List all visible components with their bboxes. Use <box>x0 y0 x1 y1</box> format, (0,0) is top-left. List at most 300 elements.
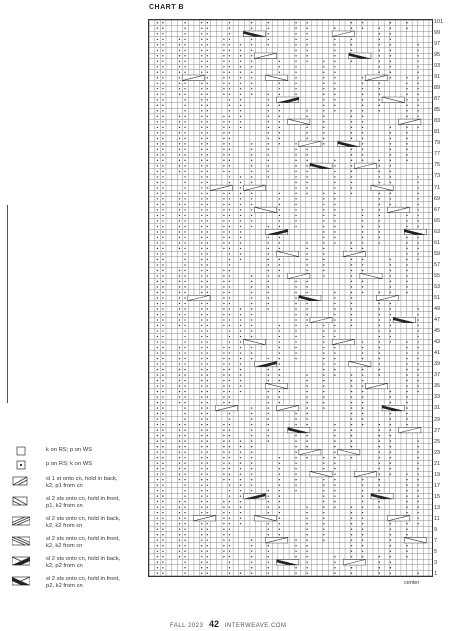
purl-dot <box>379 99 380 100</box>
purl-dot <box>162 259 163 260</box>
purl-dot <box>157 518 158 519</box>
purl-dot <box>207 523 208 524</box>
purl-dot <box>406 105 407 106</box>
purl-dot <box>379 451 380 452</box>
purl-dot <box>334 160 335 161</box>
purl-dot <box>157 215 158 216</box>
purl-dot <box>240 231 241 232</box>
purl-dot <box>406 275 407 276</box>
purl-dot <box>379 429 380 430</box>
purl-dot <box>362 138 363 139</box>
purl-dot <box>157 171 158 172</box>
purl-dot <box>229 50 230 51</box>
purl-dot <box>406 127 407 128</box>
purl-dot <box>162 138 163 139</box>
purl-dot <box>207 429 208 430</box>
purl-dot <box>351 127 352 128</box>
purl-dot <box>323 501 324 502</box>
purl-dot <box>207 402 208 403</box>
purl-dot <box>229 501 230 502</box>
purl-dot <box>223 292 224 293</box>
purl-dot <box>323 270 324 271</box>
purl-dot <box>184 215 185 216</box>
purl-dot <box>201 99 202 100</box>
purl-dot <box>157 253 158 254</box>
purl-dot <box>351 424 352 425</box>
purl-dot <box>157 83 158 84</box>
purl-dot <box>162 308 163 309</box>
purl-dot <box>207 385 208 386</box>
purl-dot <box>223 121 224 122</box>
purl-dot <box>251 490 252 491</box>
purl-dot <box>179 297 180 298</box>
purl-dot <box>157 396 158 397</box>
purl-dot <box>157 116 158 117</box>
purl-dot <box>229 429 230 430</box>
purl-dot <box>240 336 241 337</box>
row-number-label: 15 <box>434 493 441 500</box>
purl-dot <box>268 110 269 111</box>
purl-dot <box>240 121 241 122</box>
purl-dot <box>223 479 224 480</box>
purl-dot <box>351 182 352 183</box>
purl-dot <box>229 110 230 111</box>
purl-dot <box>406 396 407 397</box>
purl-dot <box>390 413 391 414</box>
purl-dot <box>179 402 180 403</box>
purl-dot <box>295 303 296 304</box>
purl-dot <box>201 231 202 232</box>
purl-dot <box>295 341 296 342</box>
purl-dot <box>279 402 280 403</box>
purl-dot <box>323 512 324 513</box>
purl-dot <box>184 424 185 425</box>
purl-dot <box>179 160 180 161</box>
purl-dot <box>162 286 163 287</box>
purl-dot <box>240 341 241 342</box>
purl-dot <box>201 551 202 552</box>
purl-dot <box>351 380 352 381</box>
purl-dot <box>184 88 185 89</box>
purl-dot <box>162 154 163 155</box>
purl-dot <box>251 55 252 56</box>
purl-dot <box>390 292 391 293</box>
purl-dot <box>362 534 363 535</box>
purl-dot <box>162 573 163 574</box>
purl-dot <box>157 198 158 199</box>
purl-dot <box>184 99 185 100</box>
purl-dot <box>390 275 391 276</box>
purl-dot <box>323 380 324 381</box>
purl-dot <box>379 28 380 29</box>
purl-dot <box>306 154 307 155</box>
purl-dot <box>223 435 224 436</box>
purl-dot <box>362 286 363 287</box>
purl-dot <box>184 275 185 276</box>
purl-dot <box>251 484 252 485</box>
purl-dot <box>184 573 185 574</box>
purl-dot <box>157 325 158 326</box>
purl-dot <box>406 248 407 249</box>
row-number-label: 53 <box>434 283 441 290</box>
purl-dot <box>240 72 241 73</box>
purl-dot <box>251 94 252 95</box>
purl-dot <box>162 319 163 320</box>
purl-dot <box>201 424 202 425</box>
purl-dot <box>323 66 324 67</box>
purl-dot <box>334 99 335 100</box>
purl-dot <box>229 462 230 463</box>
purl-dot <box>268 551 269 552</box>
purl-dot <box>207 72 208 73</box>
purl-dot <box>162 209 163 210</box>
purl-dot <box>201 72 202 73</box>
purl-dot <box>306 160 307 161</box>
purl-dot <box>251 556 252 557</box>
purl-dot <box>351 325 352 326</box>
purl-dot <box>240 237 241 238</box>
purl-dot <box>251 540 252 541</box>
purl-dot <box>157 424 158 425</box>
purl-dot <box>390 149 391 150</box>
purl-dot <box>201 562 202 563</box>
purl-dot <box>417 440 418 441</box>
purl-dot <box>201 44 202 45</box>
purl-dot <box>162 424 163 425</box>
purl-dot <box>334 220 335 221</box>
purl-dot <box>417 363 418 364</box>
purl-dot <box>251 352 252 353</box>
purl-dot <box>223 61 224 62</box>
purl-dot <box>406 407 407 408</box>
row-number-label: 35 <box>434 383 441 390</box>
purl-dot <box>184 270 185 271</box>
purl-dot <box>207 110 208 111</box>
purl-dot <box>162 105 163 106</box>
purl-dot <box>184 132 185 133</box>
purl-dot <box>268 275 269 276</box>
purl-dot <box>268 490 269 491</box>
purl-dot <box>295 347 296 348</box>
purl-dot <box>390 440 391 441</box>
purl-dot <box>157 237 158 238</box>
purl-dot <box>362 556 363 557</box>
purl-dot <box>406 484 407 485</box>
purl-dot <box>184 264 185 265</box>
purl-dot <box>157 248 158 249</box>
purl-dot <box>184 336 185 337</box>
purl-dot <box>323 325 324 326</box>
purl-dot <box>162 512 163 513</box>
purl-dot <box>207 473 208 474</box>
purl-dot <box>279 352 280 353</box>
purl-dot <box>179 468 180 469</box>
purl-dot <box>179 556 180 557</box>
purl-dot <box>390 270 391 271</box>
purl-dot <box>390 39 391 40</box>
purl-dot <box>207 545 208 546</box>
purl-dot <box>390 193 391 194</box>
purl-dot <box>184 484 185 485</box>
purl-dot <box>201 187 202 188</box>
purl-dot <box>201 127 202 128</box>
purl-dot <box>184 479 185 480</box>
purl-dot <box>379 484 380 485</box>
purl-dot <box>223 319 224 320</box>
purl-dot <box>334 171 335 172</box>
purl-dot <box>207 551 208 552</box>
purl-dot <box>306 424 307 425</box>
purl-dot <box>406 259 407 260</box>
purl-dot <box>184 473 185 474</box>
purl-dot <box>157 529 158 530</box>
purl-dot <box>295 551 296 552</box>
purl-dot <box>207 160 208 161</box>
purl-dot <box>179 215 180 216</box>
purl-dot <box>406 347 407 348</box>
purl-dot <box>229 231 230 232</box>
row-number-label: 21 <box>434 460 441 467</box>
purl-dot <box>179 551 180 552</box>
purl-dot <box>184 61 185 62</box>
purl-dot <box>251 44 252 45</box>
purl-dot <box>251 330 252 331</box>
purl-dot <box>229 259 230 260</box>
purl-dot <box>229 72 230 73</box>
purl-dot <box>417 352 418 353</box>
purl-dot <box>295 281 296 282</box>
purl-dot <box>157 149 158 150</box>
legend-text: sl 2 sts onto cn, hold in front, p2, k2 from cn <box>46 576 120 589</box>
purl-dot <box>184 55 185 56</box>
purl-dot <box>390 138 391 139</box>
purl-dot <box>379 242 380 243</box>
purl-dot <box>417 176 418 177</box>
purl-dot <box>251 154 252 155</box>
purl-dot <box>306 435 307 436</box>
purl-dot <box>334 562 335 563</box>
purl-dot <box>268 28 269 29</box>
purl-dot <box>351 418 352 419</box>
purl-dot <box>184 28 185 29</box>
purl-dot <box>179 248 180 249</box>
purl-dot <box>207 358 208 359</box>
purl-dot <box>207 352 208 353</box>
purl-dot <box>362 132 363 133</box>
purl-dot <box>162 501 163 502</box>
cable-2-2-purl-left-icon <box>12 576 30 586</box>
purl-dot <box>162 270 163 271</box>
purl-dot <box>179 518 180 519</box>
purl-dot <box>157 303 158 304</box>
purl-dot <box>251 347 252 348</box>
purl-dot <box>406 242 407 243</box>
purl-dot <box>184 330 185 331</box>
purl-dot <box>157 193 158 194</box>
purl-dot <box>279 110 280 111</box>
purl-dot <box>184 391 185 392</box>
purl-dot <box>229 193 230 194</box>
purl-dot <box>229 66 230 67</box>
purl-dot <box>268 369 269 370</box>
purl-dot <box>157 495 158 496</box>
purl-dot <box>362 248 363 249</box>
purl-dot <box>223 314 224 315</box>
purl-dot <box>157 551 158 552</box>
purl-dot <box>229 473 230 474</box>
purl-dot <box>229 391 230 392</box>
purl-dot <box>179 457 180 458</box>
purl-dot <box>162 551 163 552</box>
purl-dot <box>268 534 269 535</box>
purl-dot <box>201 473 202 474</box>
purl-dot <box>334 457 335 458</box>
purl-dot <box>417 110 418 111</box>
purl-dot <box>207 94 208 95</box>
purl-dot <box>162 226 163 227</box>
purl-dot <box>251 462 252 463</box>
purl-dot <box>334 105 335 106</box>
purl-dot <box>406 556 407 557</box>
purl-dot <box>240 94 241 95</box>
purl-dot <box>351 314 352 315</box>
purl-dot <box>240 127 241 128</box>
purl-dot <box>362 402 363 403</box>
purl-dot <box>162 303 163 304</box>
row-number-label: 41 <box>434 350 441 357</box>
purl-dot <box>379 374 380 375</box>
purl-dot <box>201 314 202 315</box>
purl-dot <box>390 573 391 574</box>
row-number-label: 3 <box>434 560 438 567</box>
purl-dot <box>251 220 252 221</box>
purl-dot <box>390 534 391 535</box>
purl-dot <box>240 220 241 221</box>
purl-dot <box>179 451 180 452</box>
purl-dot <box>268 264 269 265</box>
purl-dot <box>201 341 202 342</box>
purl-dot <box>157 50 158 51</box>
purl-dot <box>223 127 224 128</box>
purl-dot <box>184 231 185 232</box>
purl-dot <box>362 77 363 78</box>
purl-dot <box>184 72 185 73</box>
purl-dot <box>279 523 280 524</box>
purl-dot <box>240 116 241 117</box>
purl-dot <box>417 204 418 205</box>
purl-dot <box>157 61 158 62</box>
purl-dot <box>184 220 185 221</box>
row-number-label: 69 <box>434 195 441 202</box>
purl-dot <box>229 484 230 485</box>
purl-dot <box>390 55 391 56</box>
purl-dot <box>351 270 352 271</box>
purl-dot <box>268 127 269 128</box>
purl-dot <box>279 374 280 375</box>
purl-dot <box>417 319 418 320</box>
purl-dot <box>268 413 269 414</box>
purl-dot <box>268 529 269 530</box>
purl-dot <box>306 567 307 568</box>
purl-dot <box>362 116 363 117</box>
purl-dot <box>229 138 230 139</box>
purl-dot <box>379 303 380 304</box>
purl-dot <box>223 143 224 144</box>
purl-dot <box>417 325 418 326</box>
purl-dot <box>162 39 163 40</box>
purl-dot <box>334 231 335 232</box>
purl-dot <box>157 352 158 353</box>
purl-dot <box>229 308 230 309</box>
purl-dot <box>351 28 352 29</box>
purl-dot <box>251 545 252 546</box>
purl-dot <box>201 154 202 155</box>
purl-dot <box>207 270 208 271</box>
purl-dot <box>162 28 163 29</box>
purl-dot <box>323 143 324 144</box>
purl-dot <box>417 55 418 56</box>
purl-dot <box>390 551 391 552</box>
purl-dot <box>323 523 324 524</box>
purl-dot <box>229 94 230 95</box>
purl-dot <box>162 468 163 469</box>
purl-dot <box>362 242 363 243</box>
purl-dot <box>162 88 163 89</box>
purl-dot <box>201 374 202 375</box>
purl-dot <box>406 369 407 370</box>
purl-dot <box>279 457 280 458</box>
purl-dot <box>362 369 363 370</box>
purl-dot <box>390 259 391 260</box>
purl-dot <box>229 457 230 458</box>
purl-dot <box>240 479 241 480</box>
purl-dot <box>157 182 158 183</box>
purl-dot <box>295 545 296 546</box>
purl-dot <box>306 534 307 535</box>
purl-dot <box>362 105 363 106</box>
purl-dot <box>157 55 158 56</box>
purl-dot <box>223 50 224 51</box>
purl-dot <box>306 55 307 56</box>
purl-dot <box>207 562 208 563</box>
purl-dot <box>229 562 230 563</box>
purl-dot <box>306 396 307 397</box>
row-number-label: 99 <box>434 29 441 36</box>
purl-dot <box>306 391 307 392</box>
purl-dot <box>179 363 180 364</box>
row-number-label: 57 <box>434 261 441 268</box>
purl-dot <box>162 556 163 557</box>
purl-dot <box>306 374 307 375</box>
purl-dot <box>207 231 208 232</box>
purl-dot <box>351 281 352 282</box>
purl-dot <box>362 347 363 348</box>
purl-dot <box>207 99 208 100</box>
purl-dot <box>240 198 241 199</box>
purl-dot <box>201 391 202 392</box>
purl-dot <box>207 457 208 458</box>
purl-dot <box>223 83 224 84</box>
purl-dot <box>201 61 202 62</box>
purl-dot <box>223 204 224 205</box>
purl-dot <box>229 275 230 276</box>
purl-dot <box>229 281 230 282</box>
purl-dot <box>223 545 224 546</box>
legend-text: sl 1 st onto cn, hold in back, k2, p1 from cn <box>46 476 118 489</box>
purl-dot <box>351 303 352 304</box>
purl-dot <box>201 556 202 557</box>
purl-dot <box>207 369 208 370</box>
